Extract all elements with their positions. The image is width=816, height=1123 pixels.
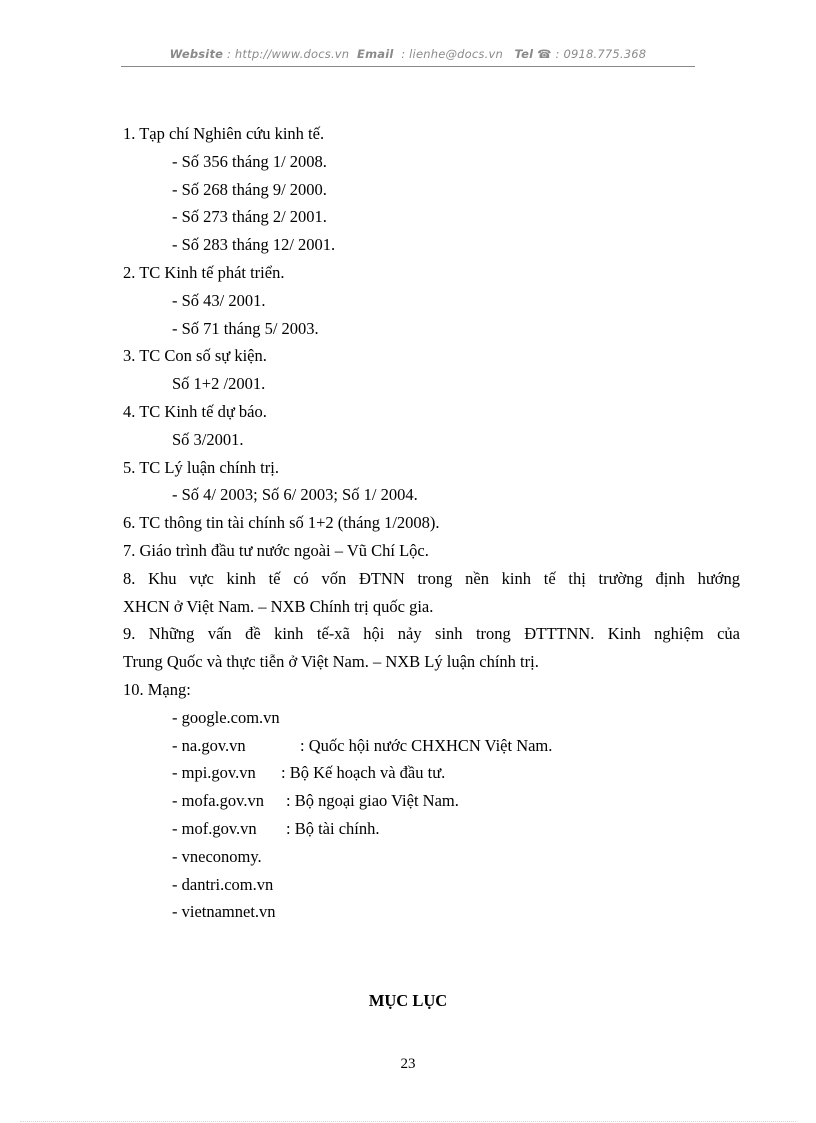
reference-8-line-1: 8. Khu vực kinh tế có vốn ĐTNN trong nền kinh tế thị trường định hướng: [123, 568, 740, 588]
page-header: [0, 47, 816, 61]
site-vietnamnet[interactable]: - vietnamnet.vn: [172, 902, 276, 922]
reference-2-item: - Số 43/ 2001.: [172, 290, 266, 310]
site-mof-url[interactable]: - mof.gov.vn: [172, 818, 257, 838]
email-label: Email: [357, 47, 394, 61]
site-vneconomy[interactable]: - vneconomy.: [172, 846, 262, 866]
reference-5: 5. TC Lý luận chính trị.: [123, 457, 279, 477]
reference-6: 6. TC thông tin tài chính số 1+2 (tháng 1/2008).: [123, 513, 440, 533]
reference-1-item: - Số 356 tháng 1/ 2008.: [172, 151, 327, 171]
reference-1: 1. Tạp chí Nghiên cứu kinh tế.: [123, 124, 325, 143]
page-bottom-border: [20, 1121, 796, 1122]
site-mof: [123, 815, 740, 843]
phone-icon: ☎: [537, 47, 552, 61]
reference-1-item: - Số 273 tháng 2/ 2001.: [172, 207, 327, 227]
reference-8: [123, 565, 740, 621]
reference-9: [123, 620, 740, 676]
site-mofa-url[interactable]: - mofa.gov.vn: [172, 791, 264, 811]
reference-2-item: - Số 71 tháng 5/ 2003.: [172, 318, 319, 338]
reference-3: 3. TC Con số sự kiện.: [123, 346, 267, 366]
reference-7: 7. Giáo trình đầu tư nước ngoài – Vũ Chí Lộc.: [123, 540, 429, 560]
reference-10: 10. Mạng:: [123, 679, 191, 699]
tel-value: : 0918.775.368: [555, 47, 647, 61]
site-dantri[interactable]: - dantri.com.vn: [172, 874, 274, 894]
site-na: [123, 732, 740, 760]
email-value[interactable]: : lienhe@docs.vn: [401, 47, 503, 61]
site-mofa-desc: : Bộ ngoại giao Việt Nam.: [286, 791, 459, 811]
website-label: Website: [169, 47, 224, 61]
reference-3-item: Số 1+2 /2001.: [172, 374, 266, 394]
website-value[interactable]: : http://www.docs.vn: [227, 47, 350, 61]
header-divider: [121, 66, 695, 67]
reference-9-line-2: Trung Quốc và thực tiễn ở Việt Nam. – NXB Lý luận chính trị.: [123, 652, 539, 672]
reference-1-item: - Số 268 tháng 9/ 2000.: [172, 179, 327, 199]
reference-4: 4. TC Kinh tế dự báo.: [123, 401, 267, 421]
site-mof-desc: : Bộ tài chính.: [286, 818, 380, 838]
reference-1-item: - Số 283 tháng 12/ 2001.: [172, 235, 336, 255]
site-mpi: [123, 759, 740, 787]
reference-8-line-2: XHCN ở Việt Nam. – NXB Chính trị quốc gia.: [123, 596, 434, 616]
reference-list: [123, 120, 740, 926]
reference-9-line-1: 9. Những vấn đề kinh tế-xã hội nảy sinh trong ĐTTTNN. Kinh nghiệm của: [123, 624, 740, 644]
reference-4-item: Số 3/2001.: [172, 429, 244, 449]
section-title: MỤC LỤC: [368, 991, 448, 1010]
reference-2: 2. TC Kinh tế phát triển.: [123, 262, 285, 282]
site-mpi-desc: : Bộ Kế hoạch và đầu tư.: [281, 763, 446, 783]
site-na-url[interactable]: - na.gov.vn: [172, 735, 246, 755]
reference-5-item: - Số 4/ 2003; Số 6/ 2003; Số 1/ 2004.: [172, 485, 418, 505]
site-google[interactable]: - google.com.vn: [172, 707, 280, 727]
site-na-desc: : Quốc hội nước CHXHCN Việt Nam.: [300, 735, 553, 755]
site-mofa: [123, 787, 740, 815]
site-mpi-url[interactable]: - mpi.gov.vn: [172, 763, 256, 783]
tel-label: Tel: [514, 47, 534, 61]
page-number: 23: [400, 1056, 416, 1072]
